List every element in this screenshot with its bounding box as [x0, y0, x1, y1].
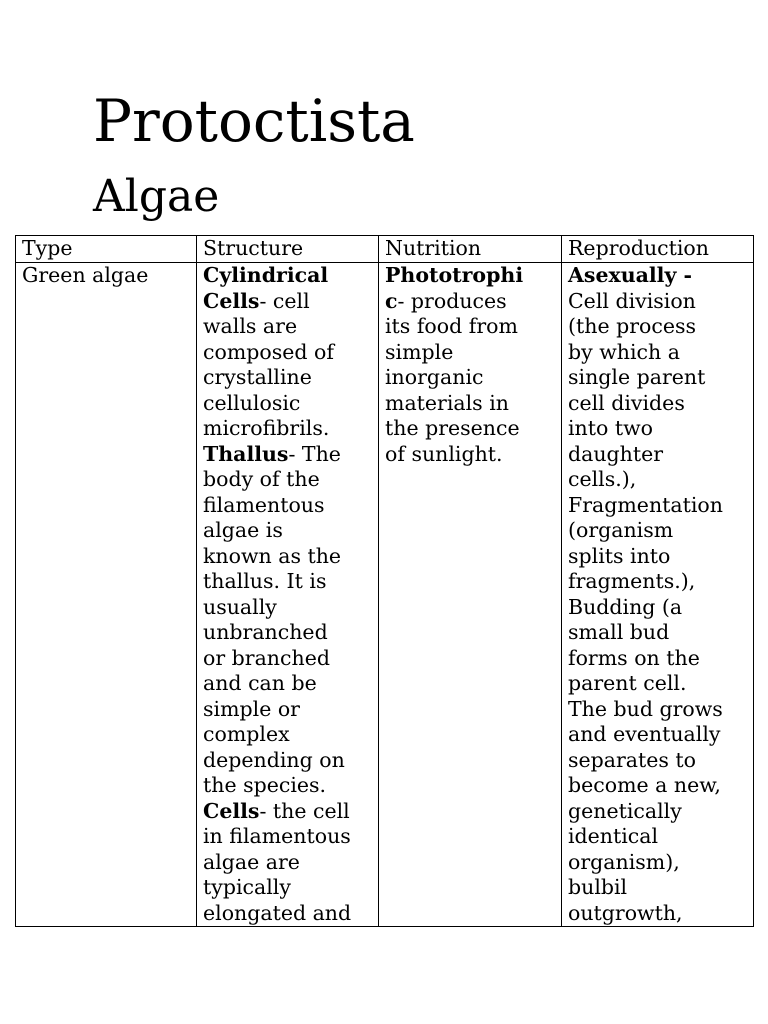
page-title: Protoctista: [93, 87, 415, 155]
header-cell-structure: Structure: [197, 236, 379, 263]
structure-text-1: - cell walls are composed of crystalline cellulosic microfibrils.: [203, 288, 334, 440]
reproduction-cell: [562, 263, 754, 927]
structure-text-2: - The body of the filamentous algae is known as the thallus. It is usually unbranched or branched and can be simple or complex depending on the species.: [203, 441, 345, 797]
nutrition-term-phototrophic: Phototrophi c: [385, 263, 524, 313]
classification-table: [15, 235, 754, 927]
page-subtitle: Algae: [93, 171, 220, 222]
structure-text-3: - the cell in filamentous algae are typically elongated and: [203, 798, 352, 925]
type-cell: [16, 263, 197, 927]
structure-term-cylindrical-cells: Cylindrical Cells: [203, 263, 329, 313]
nutrition-text: - produces its food from simple inorganic materials in the presence of sunlight.: [385, 288, 520, 466]
nutrition-cell: [379, 263, 562, 927]
structure-cell: [197, 263, 379, 927]
structure-term-thallus: Thallus: [203, 441, 289, 466]
header-cell-reproduction: Reproduction: [562, 236, 754, 263]
header-cell-nutrition: Nutrition: [379, 236, 562, 263]
table-header-row: [16, 236, 754, 263]
structure-term-cells: Cells: [203, 798, 260, 823]
header-cell-type: Type: [16, 236, 197, 263]
reproduction-term-asexually: Asexually -: [568, 263, 693, 287]
type-value: Green algae: [22, 263, 149, 287]
table-row: [16, 263, 754, 927]
reproduction-text: Cell division (the process by which a single parent cell divides into two daughter cells.), Fragmentation (organism splits into fragments.), Budding (a small bud forms on the parent cell. The bud grows and eventually separates to become a new, genetically identical organism), bulbil outgrowth,: [568, 288, 723, 925]
